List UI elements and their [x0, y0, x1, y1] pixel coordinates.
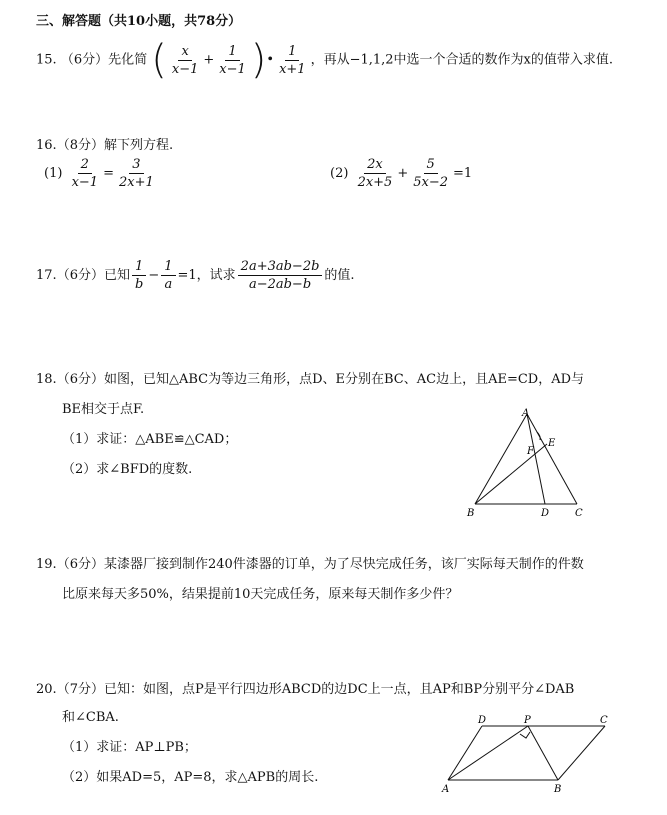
minus-sign: −: [148, 268, 160, 283]
question-18-line-2: BE相交于点F.: [62, 402, 145, 417]
question-number: 18.: [36, 372, 57, 387]
label-E: E: [548, 438, 556, 449]
question-number: 17.: [36, 268, 57, 283]
question-16-part-1: [44, 156, 159, 191]
question-text: 如图，已知△ABC为等边三角形，点D、E分别在BC、AC边上，且AE=CD，AD与: [103, 372, 585, 387]
question-18-part-1: （1）求证：△ABE≌△CAD；: [62, 432, 238, 447]
question-text: 某漆器厂接到制作240件漆器的订单，为了尽快完成任务，该厂实际每天制作的件数: [103, 557, 584, 572]
fraction-2: $\frac{5}{5x-2}$: [413, 157, 449, 190]
question-number: 19.: [36, 557, 57, 572]
question-score: （6分）: [60, 52, 109, 68]
question-15: [36, 37, 613, 83]
question-19-line-2: 比原来每天多50%，结果提前10天完成任务，原来每天制作多少件？: [62, 587, 459, 602]
section-title: 三、解答题（共10小题，共78分）: [36, 14, 242, 29]
triangle-figure: [465, 408, 590, 520]
right-paren: ): [250, 37, 267, 83]
question-text: 已知：如图，点P是平行四边形ABCD的边DC上一点，且AP和BP分别平分∠DAB: [103, 682, 575, 697]
question-tail: ，再从−1,1,2中选一个合适的数作为x的值带入求值.: [310, 52, 613, 68]
label-B: B: [554, 784, 562, 794]
plus-sign: +: [203, 52, 215, 68]
question-20-part-1: （1）求证：AP⊥PB；: [62, 740, 197, 755]
plus-sign: +: [397, 166, 409, 181]
question-number: 15.: [36, 52, 57, 68]
label-D: D: [478, 715, 487, 726]
fraction-1: $\frac{2}{x-1}$: [71, 157, 99, 190]
part-label: (2): [330, 166, 349, 181]
question-16-header: [36, 134, 173, 153]
dot-sign: •: [266, 52, 275, 68]
question-18-line-1: [36, 370, 584, 390]
left-paren: (: [151, 37, 167, 83]
fraction-1: $\frac{2x}{2x+5}$: [357, 157, 393, 190]
fraction-1: $\frac{x}{x-1}$: [171, 43, 199, 77]
fraction-2: $\frac{1}{x-1}$: [219, 43, 246, 77]
label-C: C: [575, 508, 583, 519]
label-F: F: [527, 446, 534, 457]
label-B: B: [467, 508, 475, 519]
question-20-part-2: （2）如果AD=5，AP=8，求△APB的周长.: [62, 770, 319, 785]
fraction-3: $\frac{1}{x+1}$: [279, 43, 306, 77]
question-lead: 已知: [103, 268, 130, 283]
question-20-line-1: [36, 680, 574, 700]
question-18-part-2: （2）求∠BFD的度数.: [62, 462, 193, 477]
question-19-line-1: [36, 555, 584, 575]
fraction-3: $\frac{2a+3ab-2b}{a-2ab-b}$: [238, 258, 323, 293]
label-D: D: [541, 508, 550, 519]
fraction-1: $\frac{1}{b}$: [132, 258, 146, 293]
part-label: (1): [44, 166, 63, 181]
question-text: 解下列方程.: [103, 138, 174, 153]
question-score: （7分）: [56, 682, 104, 697]
label-C: C: [600, 715, 608, 726]
question-16-part-2: [330, 156, 472, 191]
question-20-line-2: 和∠CBA.: [62, 710, 119, 725]
fraction-2: $\frac{3}{2x+1}$: [118, 157, 154, 190]
label-A: A: [522, 408, 530, 419]
question-score: （6分）: [56, 268, 104, 283]
equals-sign: =1: [453, 166, 473, 181]
equals-sign: =: [103, 166, 114, 181]
question-lead: 先化简: [108, 52, 148, 68]
fraction-2: $\frac{1}{a}$: [161, 258, 175, 293]
parallelogram-figure: [440, 712, 620, 794]
question-score: （6分）: [56, 372, 104, 387]
equation-text: =1，试求: [177, 268, 236, 283]
question-17: [36, 258, 355, 293]
question-tail: 的值.: [324, 268, 355, 283]
label-P: P: [524, 715, 531, 726]
question-score: （6分）: [56, 557, 104, 572]
question-score: （8分）: [56, 138, 104, 153]
question-number: 16.: [36, 138, 57, 153]
question-number: 20.: [36, 682, 57, 697]
label-A: A: [442, 784, 450, 794]
